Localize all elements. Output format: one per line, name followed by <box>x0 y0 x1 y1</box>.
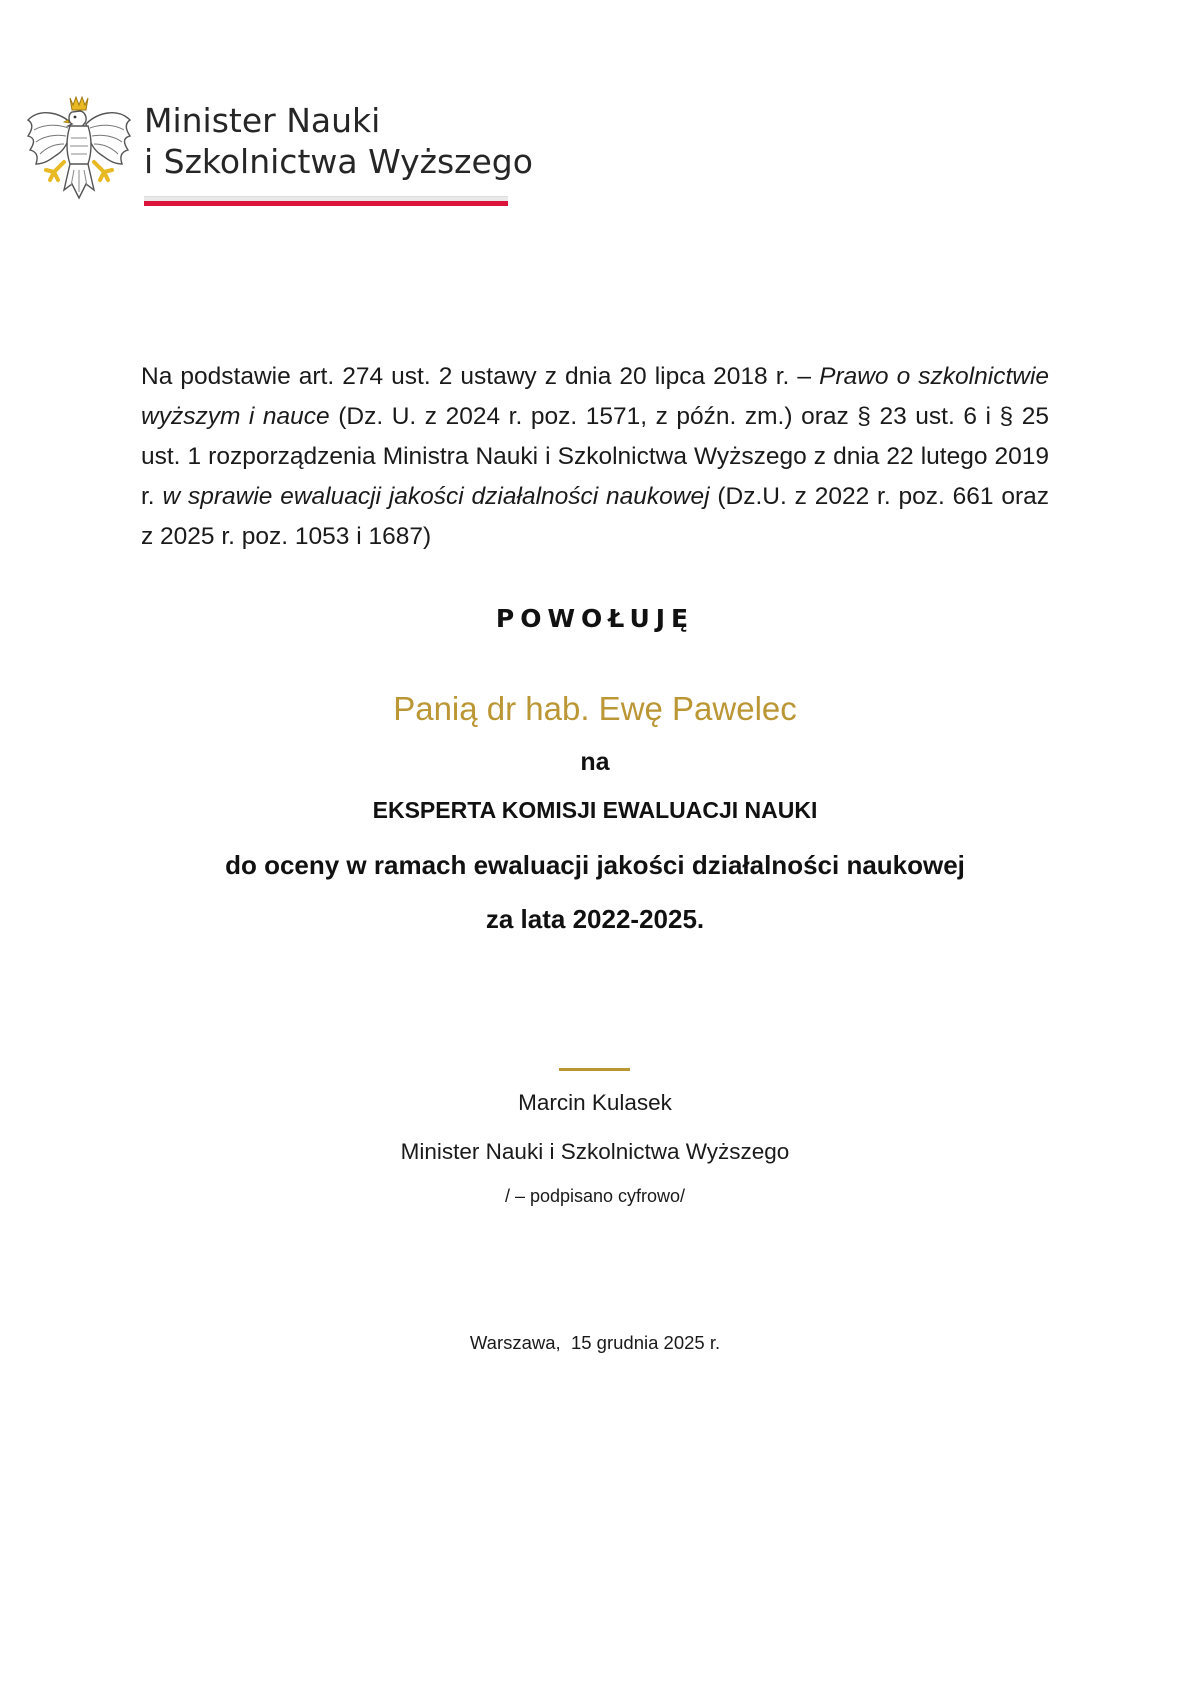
act-title: Prawo o szkolnictwie wyższym i nauce <box>141 363 1050 430</box>
regulation-title: w sprawie ewaluacji jakości działalności naukowej <box>162 483 710 510</box>
ministry-name-line1: Minister Nauki <box>144 101 381 140</box>
flag-bar <box>144 196 508 206</box>
appointment-scope: do oceny w ramach ewaluacji jakości działalności naukowej <box>225 850 965 880</box>
ministry-name <box>144 100 533 182</box>
appointment-role: EKSPERTA KOMISJI EWALUACJI NAUKI <box>372 797 818 823</box>
appointment-period: za lata 2022-2025. <box>485 904 705 934</box>
signer-name: Marcin Kulasek <box>518 1090 672 1115</box>
legal-basis-text-3: (Dz.U. z 2022 r. poz. 661 oraz z 2025 r. poz. 1053 i 1687) <box>141 483 1050 550</box>
ministry-header <box>24 94 533 214</box>
signature-divider <box>559 1068 630 1071</box>
legal-basis-paragraph <box>141 357 1049 557</box>
ministry-name-line2: i Szkolnictwa Wyższego <box>144 142 533 181</box>
appointment-preposition: na <box>580 748 610 776</box>
appointee-name: Panią dr hab. Ewę Pawelec <box>393 690 797 727</box>
polish-eagle-emblem-icon <box>24 94 134 206</box>
signer-title: Minister Nauki i Szkolnictwa Wyższego <box>400 1139 790 1164</box>
legal-basis-text-1: Na podstawie art. 274 ust. 2 ustawy z dnia 20 lipca 2018 r. – <box>141 363 820 390</box>
appointment-verb: POWOŁUJĘ <box>495 604 695 633</box>
place-and-date: Warszawa, 15 grudnia 2025 r. <box>469 1332 721 1353</box>
legal-basis-text-2: (Dz. U. z 2024 r. poz. 1571, z późn. zm.) oraz § 23 ust. 6 i § 25 ust. 1 rozporządzenia Ministra Nauki i Szkolnictwa Wyższego z dnia 22 lutego 2019 r. <box>141 403 1049 510</box>
digital-signature-note: / – podpisano cyfrowo/ <box>504 1186 686 1206</box>
flag-red-stripe <box>144 201 508 206</box>
